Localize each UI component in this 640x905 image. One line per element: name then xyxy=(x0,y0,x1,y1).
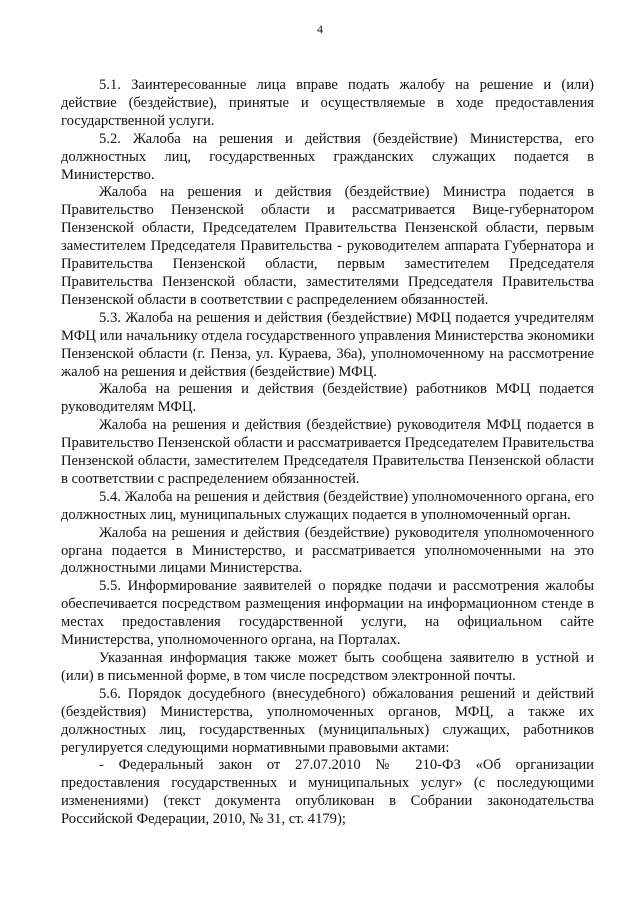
document-body xyxy=(61,77,594,829)
paragraph: 5.4. Жалоба на решения и действия (бездействие) уполномоченного органа, его должностных лиц, муниципальных служащих подается в уполномоченный орган. xyxy=(61,488,594,523)
paragraph: 5.6. Порядок досудебного (внесудебного) обжалования решений и действий (бездействия) Министерства, уполномоченных органов, МФЦ, а также их должностных лиц, государственных (муниципальных) служащих, работников регулируется следующими нормативными правовыми актами: xyxy=(61,685,594,756)
paragraph: Жалоба на решения и действия (бездействие) Министра подается в Правительство Пензенской области и рассматривается Вице-губернатором Пензенской области, Председателем Правительства Пензенской области, первым заместителем Председателя Правительства - руководителем аппарата Губернатора и Правительства Пензенской области, первым заместителем Председателя Правительства Пензенской области, заместителями Председателя Правительства Пензенской области в соответствии с распределением обязанностей. xyxy=(61,184,594,308)
paragraph: Указанная информация также может быть сообщена заявителю в устной и (или) в письменной форме, в том числе посредством электронной почты. xyxy=(61,650,594,684)
paragraph: 5.5. Информирование заявителей о порядке подачи и рассмотрения жалобы обеспечивается посредством размещения информации на информационном стенде в местах предоставления государственной услуги, на официальном сайте Министерства, уполномоченного органа, на Порталах. xyxy=(61,578,594,649)
paragraph: 5.2. Жалоба на решения и действия (бездействие) Министерства, его должностных лиц, государственных гражданских служащих подается в Министерство. xyxy=(61,130,594,183)
paragraph: Жалоба на решения и действия (бездействие) работников МФЦ подается руководителям МФЦ. xyxy=(61,381,594,416)
paragraph: Жалоба на решения и действия (бездействие) руководителя уполномоченного органа подается в Министерство, и рассматривается уполномоченными на это должностными лицами Министерства. xyxy=(61,524,594,577)
page-number: 4 xyxy=(317,22,323,36)
paragraph: 5.1. Заинтересованные лица вправе подать жалобу на решение и (или) действие (бездействие), принятые и осуществляемые в ходе предоставления государственной услуги. xyxy=(61,77,594,129)
paragraph: 5.3. Жалоба на решения и действия (бездействие) МФЦ подается учредителям МФЦ или начальнику отдела государственного управления Министерства экономики Пензенской области (г. Пенза, ул. Кураева, 36а), уполномоченному на рассмотрение жалоб на решения и действия (бездействие) МФЦ. xyxy=(61,309,594,380)
paragraph: Жалоба на решения и действия (бездействие) руководителя МФЦ подается в Правительство Пензенской области и рассматривается Председателем Правительства Пензенской области, заместителем Председателя Правительства Пензенской области в соответствии с распределением обязанностей. xyxy=(61,417,594,487)
paragraph: - Федеральный закон от 27.07.2010 № 210-ФЗ «Об организации предоставления государственных и муниципальных услуг» (с последующими изменениями) (текст документа опубликован в Собрании законодательства Российской Федерации, 2010, № 31, ст. 4179); xyxy=(61,757,594,828)
